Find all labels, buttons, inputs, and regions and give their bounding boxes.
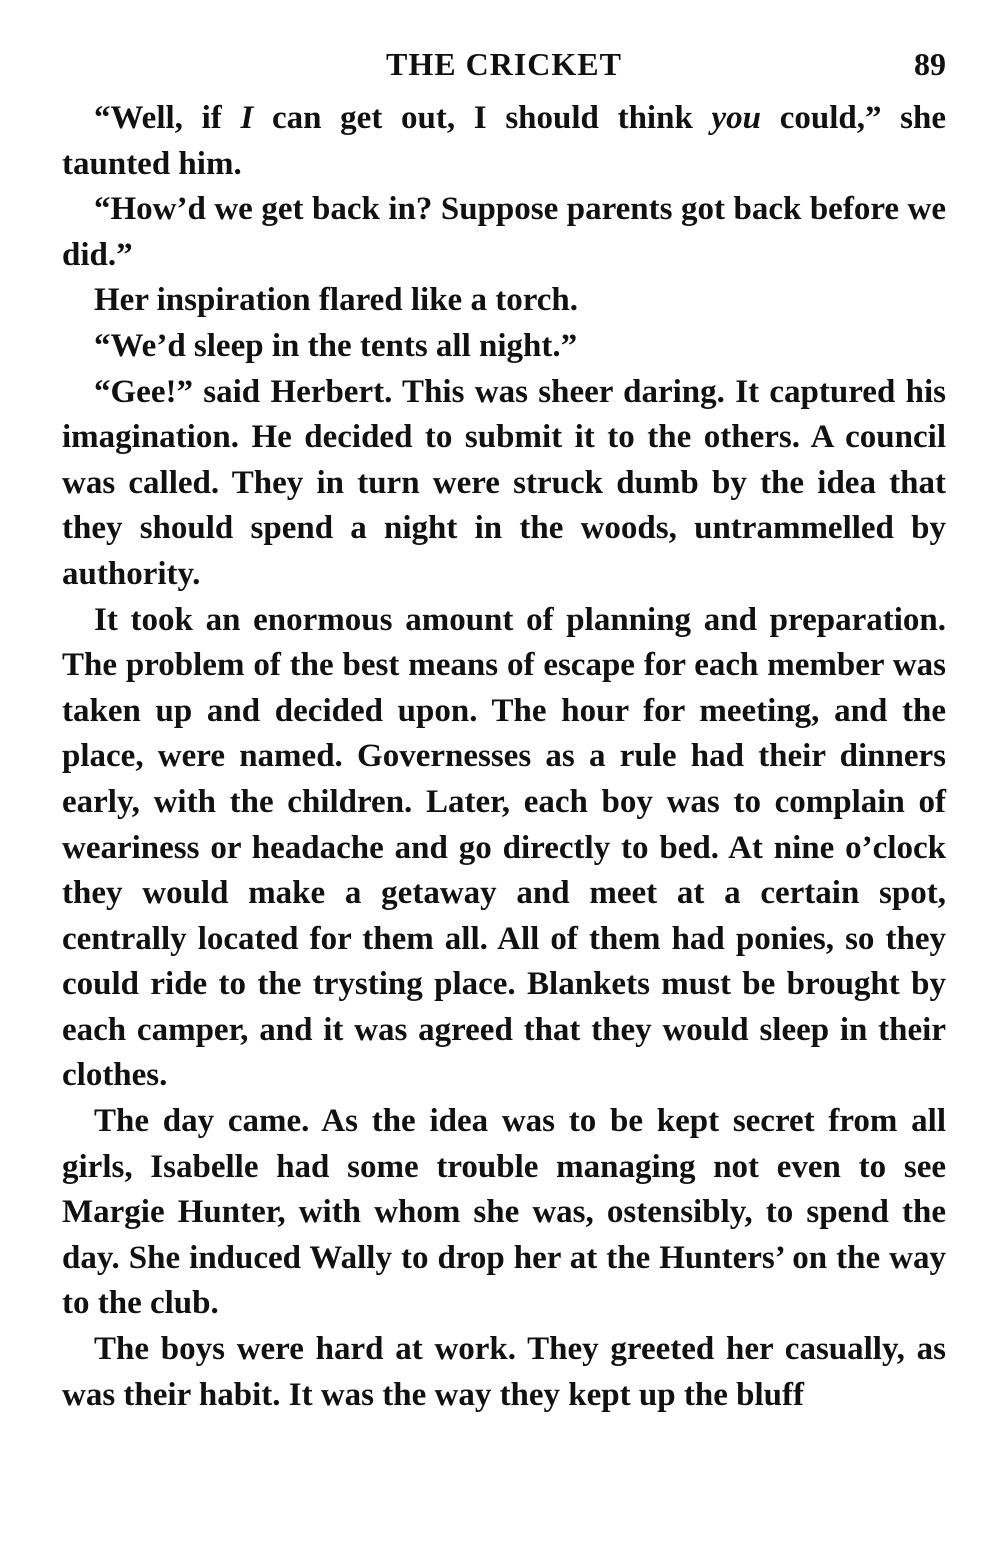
paragraph xyxy=(62,96,946,187)
book-page xyxy=(62,40,946,1418)
paragraph: “How’d we get back in? Suppose parents got back before we did.” xyxy=(62,191,946,273)
page-number: 89 xyxy=(914,46,946,82)
italic-text: I xyxy=(240,100,254,136)
paragraph: The boys were hard at work. They greeted her casually, as was their habit. It was the way they kept up the bluff xyxy=(62,1331,946,1413)
paragraph: Her inspiration flared like a torch. xyxy=(94,282,578,319)
text-run: could,” she taunted him. xyxy=(62,100,946,182)
running-title: THE CRICKET xyxy=(386,46,622,82)
italic-text: you xyxy=(711,100,761,136)
page-header xyxy=(62,40,946,96)
body-text xyxy=(62,96,946,1418)
paragraph: “We’d sleep in the tents all night.” xyxy=(94,327,578,364)
paragraph: The day came. As the idea was to be kept secret from all girls, Isabelle had some trouble managing not even to see Margie Hunter, with whom she was, ostensibly, to spend the day. She induced Wally to drop her at the Hunters’ on the way to the club. xyxy=(62,1103,946,1322)
text-run: can get out, I should think xyxy=(253,100,712,136)
paragraph: It took an enormous amount of planning and preparation. The problem of the best means of escape for each member was taken up and decided upon. The hour for meeting, and the place, were named. Governesses as a rule had their dinners early, with the children. Later, each boy was to complain of weariness or headache and go directly to bed. At nine o’clock they would make a getaway and meet at a certain spot, centrally located for them all. All of them had ponies, so they could ride to the trysting place. Blankets must be brought by each camper, and it was agreed that they would sleep in their clothes. xyxy=(62,601,946,1094)
paragraph: “Gee!” said Herbert. This was sheer daring. It captured his imagination. He decided to submit it to the others. A council was called. They in turn were struck dumb by the idea that they should spend a night in the woods, untrammelled by authority. xyxy=(62,373,946,592)
text-run: “Well, if xyxy=(94,100,241,136)
